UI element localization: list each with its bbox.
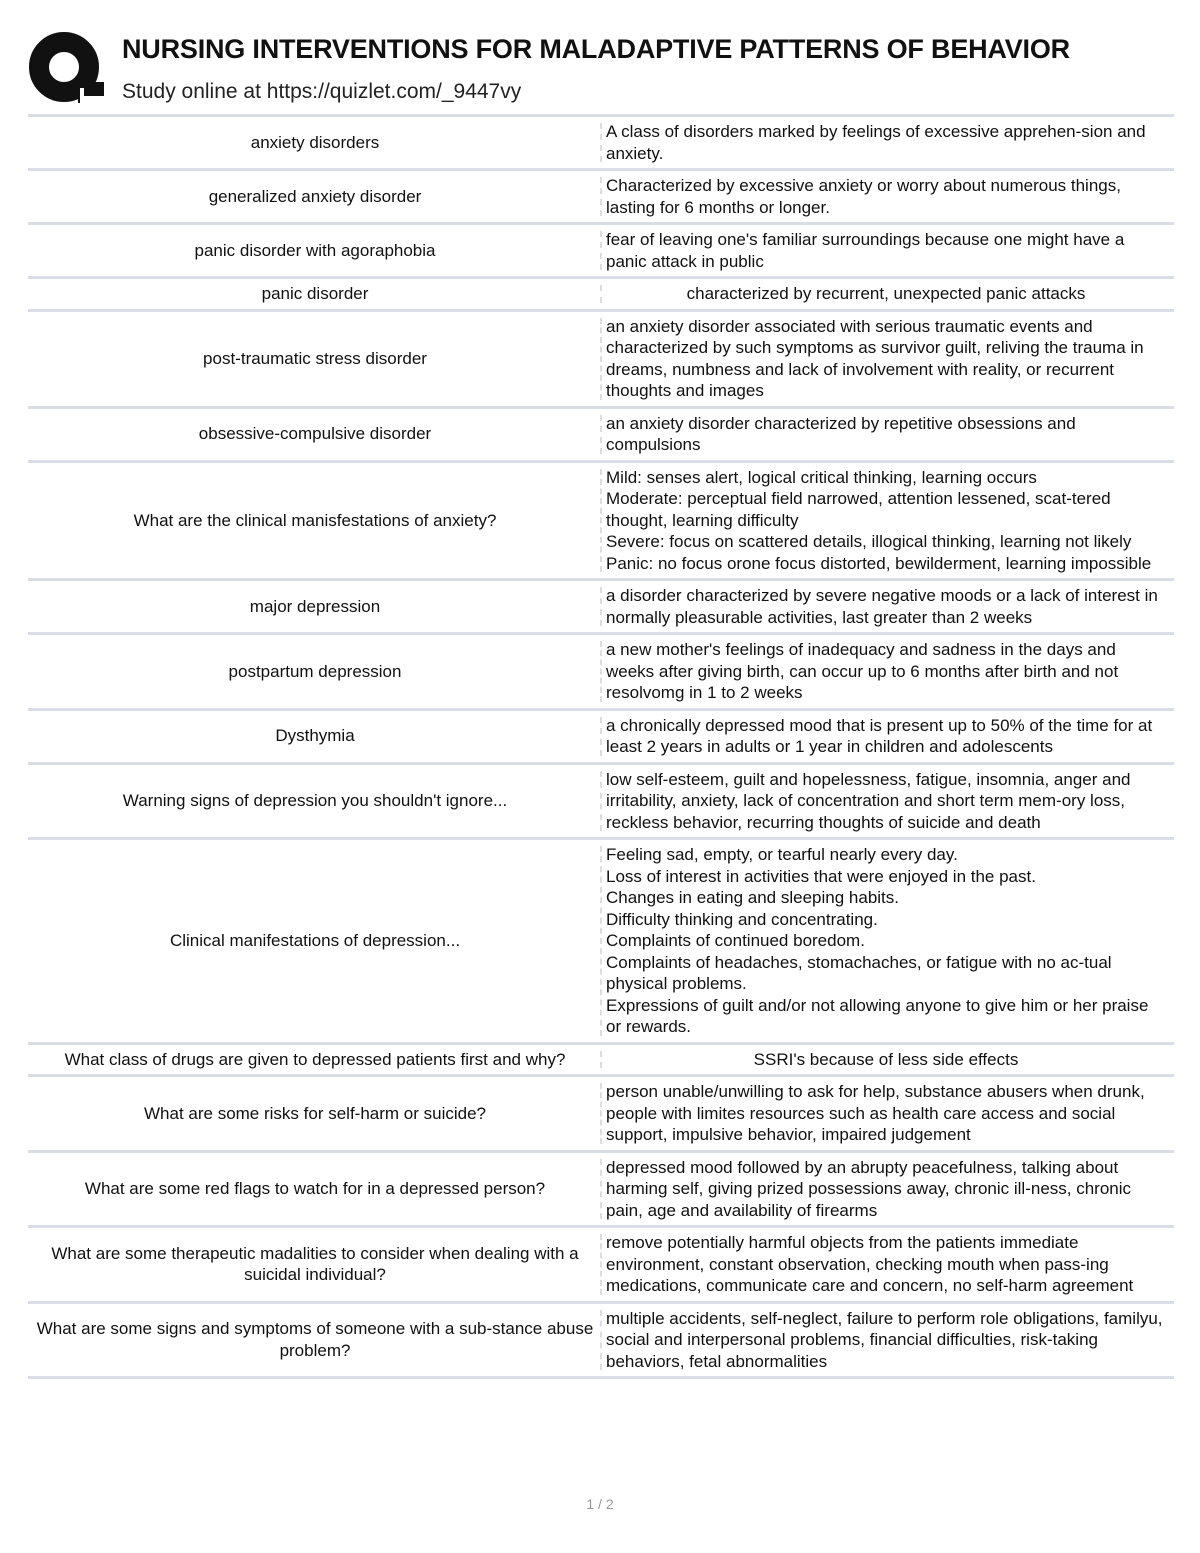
flashcard-row bbox=[28, 1045, 1174, 1078]
flashcard-definition bbox=[602, 765, 1174, 838]
definition-line: Feeling sad, empty, or tearful nearly every day. bbox=[606, 845, 958, 864]
definition-line: remove potentially harmful objects from the patients immediate environment, constant observation, checking mouth when pass-ing medications, communicate care and concern, no self-harm agreement bbox=[606, 1233, 1134, 1295]
flashcard-term: What are some risks for self-harm or suicide? bbox=[28, 1077, 602, 1150]
flashcard-row bbox=[28, 635, 1174, 711]
flashcard-definition bbox=[602, 635, 1174, 708]
flashcard-definition bbox=[602, 117, 1174, 168]
flashcard-definition bbox=[602, 840, 1174, 1042]
flashcard-row bbox=[28, 1153, 1174, 1229]
definition-line: low self-esteem, guilt and hopelessness, fatigue, insomnia, anger and irritability, anxiety, lack of concentration and short term mem-ory loss, reckless behavior, recurring thoughts of suicide and death bbox=[606, 769, 1131, 832]
definition-line: person unable/unwilling to ask for help, substance abusers when drunk, people with limites resources such as health care access and social support, impulsive behavior, impaired judgement bbox=[606, 1082, 1145, 1144]
flashcard-term: obsessive-compulsive disorder bbox=[28, 409, 602, 460]
flashcard-row bbox=[28, 1228, 1174, 1304]
flashcard-term: anxiety disorders bbox=[28, 117, 602, 168]
flashcard-row bbox=[28, 711, 1174, 765]
definition-line: an anxiety disorder characterized by repetitive obsessions and compulsions bbox=[606, 413, 1076, 454]
flashcard-definition bbox=[602, 312, 1174, 406]
flashcard-term: generalized anxiety disorder bbox=[28, 171, 602, 222]
flashcard-definition bbox=[602, 171, 1174, 222]
flashcard-row bbox=[28, 409, 1174, 463]
flashcard-definition bbox=[602, 279, 1174, 309]
flashcard-list bbox=[28, 114, 1174, 1379]
definition-line: depressed mood followed by an abrupty peacefulness, talking about harming self, giving prized possessions away, chronic ill-ness, chronic pain, age and availability of firearms bbox=[606, 1157, 1132, 1220]
flashcard-definition bbox=[602, 711, 1174, 762]
definition-line: a new mother's feelings of inadequacy and sadness in the days and weeks after giving birth, can occur up to 6 months after birth and not resolvomg in 1 to 2 weeks bbox=[606, 640, 1119, 702]
definition-line: an anxiety disorder associated with serious traumatic events and characterized by such symptoms as survivor guilt, reliving the trauma in dreams, numbness and lack of involvement with reality, or recurrent thoughts and images bbox=[606, 316, 1144, 400]
flashcard-definition bbox=[602, 1077, 1174, 1150]
flashcard-definition bbox=[602, 463, 1174, 579]
flashcard-row bbox=[28, 840, 1174, 1045]
definition-line: SSRI's because of less side effects bbox=[753, 1049, 1019, 1069]
flashcard-term: panic disorder with agoraphobia bbox=[28, 225, 602, 276]
flashcard-row bbox=[28, 765, 1174, 841]
flashcard-row bbox=[28, 1077, 1174, 1153]
definition-line: A class of disorders marked by feelings of excessive apprehen-sion and anxiety. bbox=[606, 122, 1146, 163]
definition-line: Panic: no focus orone focus distorted, bewilderment, learning impossible bbox=[606, 553, 1152, 573]
definition-line: Expressions of guilt and/or not allowing anyone to give him or her praise or rewards. bbox=[606, 995, 1149, 1036]
definition-line: Characterized by excessive anxiety or worry about numerous things, lasting for 6 months or longer. bbox=[606, 176, 1121, 217]
flashcard-row bbox=[28, 171, 1174, 225]
definition-line: Complaints of continued boredom. bbox=[606, 931, 865, 950]
page-title: NURSING INTERVENTIONS FOR MALADAPTIVE PATTERNS OF BEHAVIOR bbox=[122, 34, 1070, 64]
definition-line: Severe: focus on scattered details, illogical thinking, learning not likely bbox=[606, 532, 1132, 551]
page-indicator: 1 / 2 bbox=[586, 1496, 614, 1512]
definition-line: fear of leaving one's familiar surroundings because one might have a panic attack in public bbox=[606, 230, 1125, 271]
flashcard-term: panic disorder bbox=[28, 279, 602, 309]
definition-line: Difficulty thinking and concentrating. bbox=[606, 909, 878, 929]
definition-line: a chronically depressed mood that is present up to 50% of the time for at least 2 years in adults or 1 year in children and adolescents bbox=[606, 715, 1153, 756]
flashcard-definition bbox=[602, 1228, 1174, 1301]
flashcard-term: What are some therapeutic madalities to consider when dealing with a suicidal individual? bbox=[28, 1228, 602, 1301]
flashcard-row bbox=[28, 312, 1174, 409]
flashcard-term: Dysthymia bbox=[28, 711, 602, 762]
flashcard-term: What are some signs and symptoms of someone with a sub-stance abuse problem? bbox=[28, 1304, 602, 1377]
flashcard-definition bbox=[602, 1045, 1174, 1075]
definition-line: Complaints of headaches, stomachaches, or fatigue with no ac-tual physical problems. bbox=[606, 952, 1112, 993]
flashcard-term: What are some red flags to watch for in a depressed person? bbox=[28, 1153, 602, 1226]
definition-line: a disorder characterized by severe negative moods or a lack of interest in normally pleasurable activities, last greater than 2 weeks bbox=[606, 586, 1158, 627]
flashcard-term: post-traumatic stress disorder bbox=[28, 312, 602, 406]
definition-line: Moderate: perceptual field narrowed, attention lessened, scat-tered thought, learning difficulty bbox=[606, 489, 1111, 530]
definition-line: Mild: senses alert, logical critical thinking, learning occurs bbox=[606, 467, 1037, 487]
quizlet-q-logo-icon bbox=[28, 30, 106, 108]
flashcard-row bbox=[28, 117, 1174, 171]
flashcard-definition bbox=[602, 225, 1174, 276]
flashcard-definition bbox=[602, 581, 1174, 632]
flashcard-row bbox=[28, 1304, 1174, 1380]
definition-line: characterized by recurrent, unexpected panic attacks bbox=[686, 284, 1086, 303]
flashcard-row bbox=[28, 581, 1174, 635]
study-online-link[interactable]: Study online at https://quizlet.com/_9447vy bbox=[122, 80, 522, 103]
flashcard-row bbox=[28, 225, 1174, 279]
definition-line: Loss of interest in activities that were enjoyed in the past. bbox=[606, 866, 1036, 886]
flashcard-term: Clinical manifestations of depression... bbox=[28, 840, 602, 1042]
definition-line: multiple accidents, self-neglect, failure to perform role obligations, familyu, social and interpersonal problems, financial difficulties, risk-taking behaviors, fetal abnormalities bbox=[606, 1308, 1163, 1371]
flashcard-row bbox=[28, 463, 1174, 582]
definition-line: Changes in eating and sleeping habits. bbox=[606, 888, 899, 907]
flashcard-term: postpartum depression bbox=[28, 635, 602, 708]
flashcard-term: major depression bbox=[28, 581, 602, 632]
flashcard-term: Warning signs of depression you shouldn't ignore... bbox=[28, 765, 602, 838]
flashcard-term: What class of drugs are given to depressed patients first and why? bbox=[28, 1045, 602, 1075]
flashcard-row bbox=[28, 279, 1174, 312]
flashcard-definition bbox=[602, 409, 1174, 460]
flashcard-definition bbox=[602, 1153, 1174, 1226]
flashcard-term: What are the clinical manisfestations of anxiety? bbox=[28, 463, 602, 579]
flashcard-definition bbox=[602, 1304, 1174, 1377]
